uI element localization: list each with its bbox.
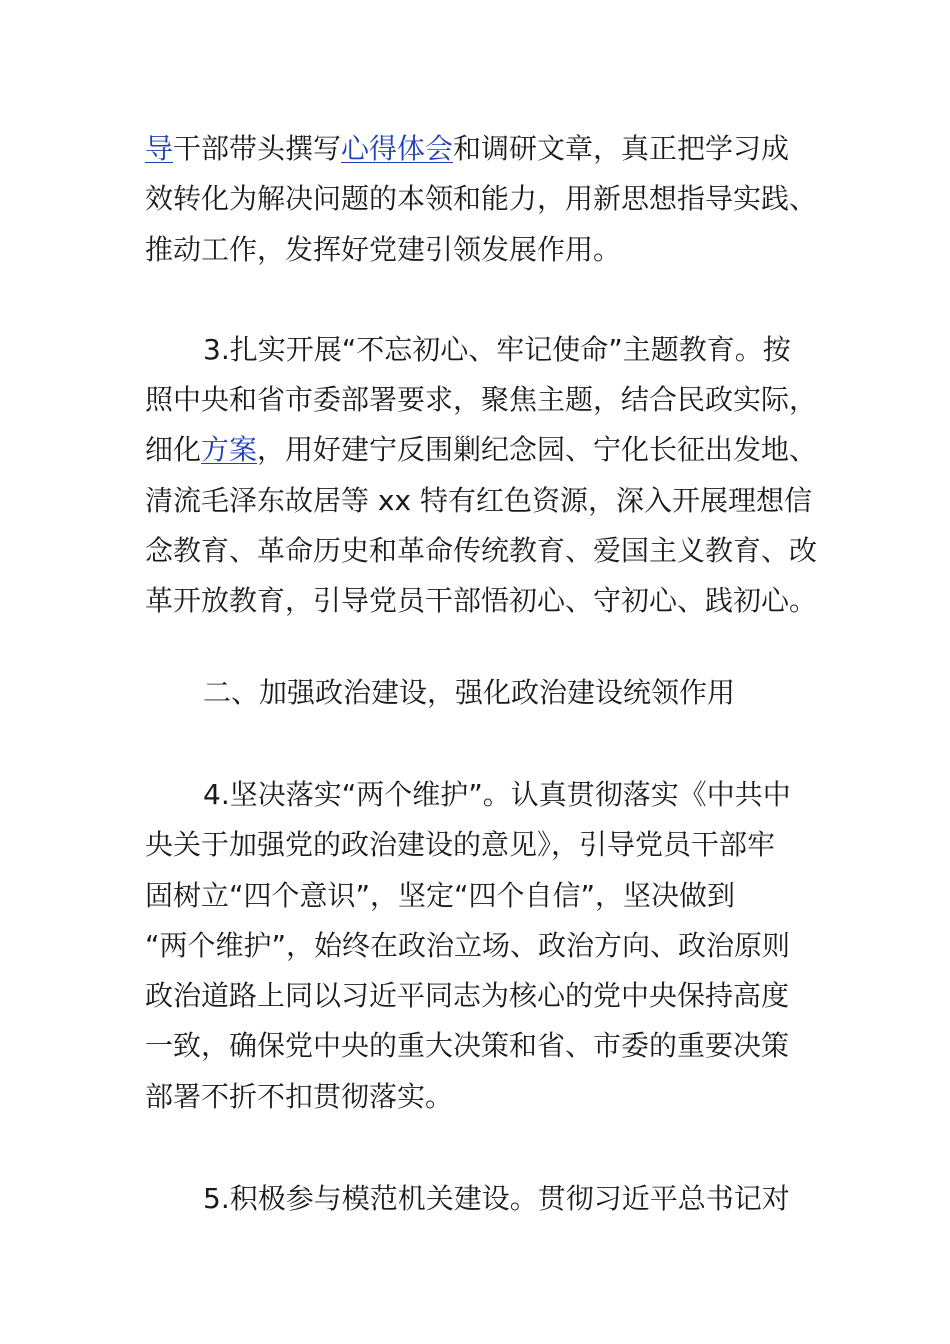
text-line: 革开放教育，引导党员干部悟初心、守初心、践初心。	[145, 584, 818, 618]
text-line: 央关于加强党的政治建设的意见》，引导党员干部牢	[145, 828, 776, 862]
text-line: 照中央和省市委部署要求，聚焦主题，结合民政实际，	[145, 383, 818, 417]
text-line: 政治道路上同以习近平同志为核心的党中央保持高度	[145, 979, 790, 1013]
link-fangan[interactable]: 方案	[201, 433, 258, 467]
document-page	[145, 124, 818, 1224]
text-line: 清流毛泽东故居等 xx 特有红色资源，深入开展理想信	[145, 483, 812, 517]
text-line: 一致，确保党中央的重大决策和省、市委的重要决策	[145, 1029, 790, 1063]
text-segment: 干部带头撰写	[173, 132, 342, 165]
text-line: 固树立“四个意识”，坚定“四个自信”，坚决做到	[145, 878, 736, 912]
link-dao[interactable]: 导	[145, 132, 174, 165]
section-heading-2	[145, 668, 815, 718]
text-line: 部署不折不扣贯彻落实。	[145, 1079, 454, 1113]
paragraph-item-3	[145, 325, 818, 627]
text-line: 效转化为解决问题的本领和能力，用新思想指导实践、	[145, 182, 818, 216]
heading-text: 二、加强政治建设，强化政治建设统领作用	[203, 675, 736, 709]
text-line: 4.坚决落实“两个维护”。认真贯彻落实《中共中	[203, 777, 791, 811]
link-xinde-tihui[interactable]: 心得体会	[341, 132, 454, 165]
text-line: 5.积极参与模范机关建设。贯彻习近平总书记对	[203, 1182, 790, 1216]
text-line: 念教育、革命历史和革命传统教育、爱国主义教育、改	[145, 534, 818, 568]
paragraph-continuation	[145, 124, 818, 275]
text-segment: 和调研文章，真正把学习成	[453, 132, 790, 165]
text-segment: ，用好建宁反围剿纪念园、宁化长征出发地、	[257, 433, 818, 467]
text-line: 3.扎实开展“不忘初心、牢记使命”主题教育。按	[203, 332, 791, 366]
paragraph-item-5	[145, 1174, 815, 1224]
text-line: “两个维护”，始终在政治立场、政治方向、政治原则	[145, 928, 791, 962]
text-segment: 细化	[145, 433, 202, 467]
text-line	[145, 124, 815, 174]
text-line	[145, 425, 818, 475]
paragraph-item-4	[145, 770, 815, 1122]
text-line: 推动工作，发挥好党建引领发展作用。	[145, 232, 622, 266]
